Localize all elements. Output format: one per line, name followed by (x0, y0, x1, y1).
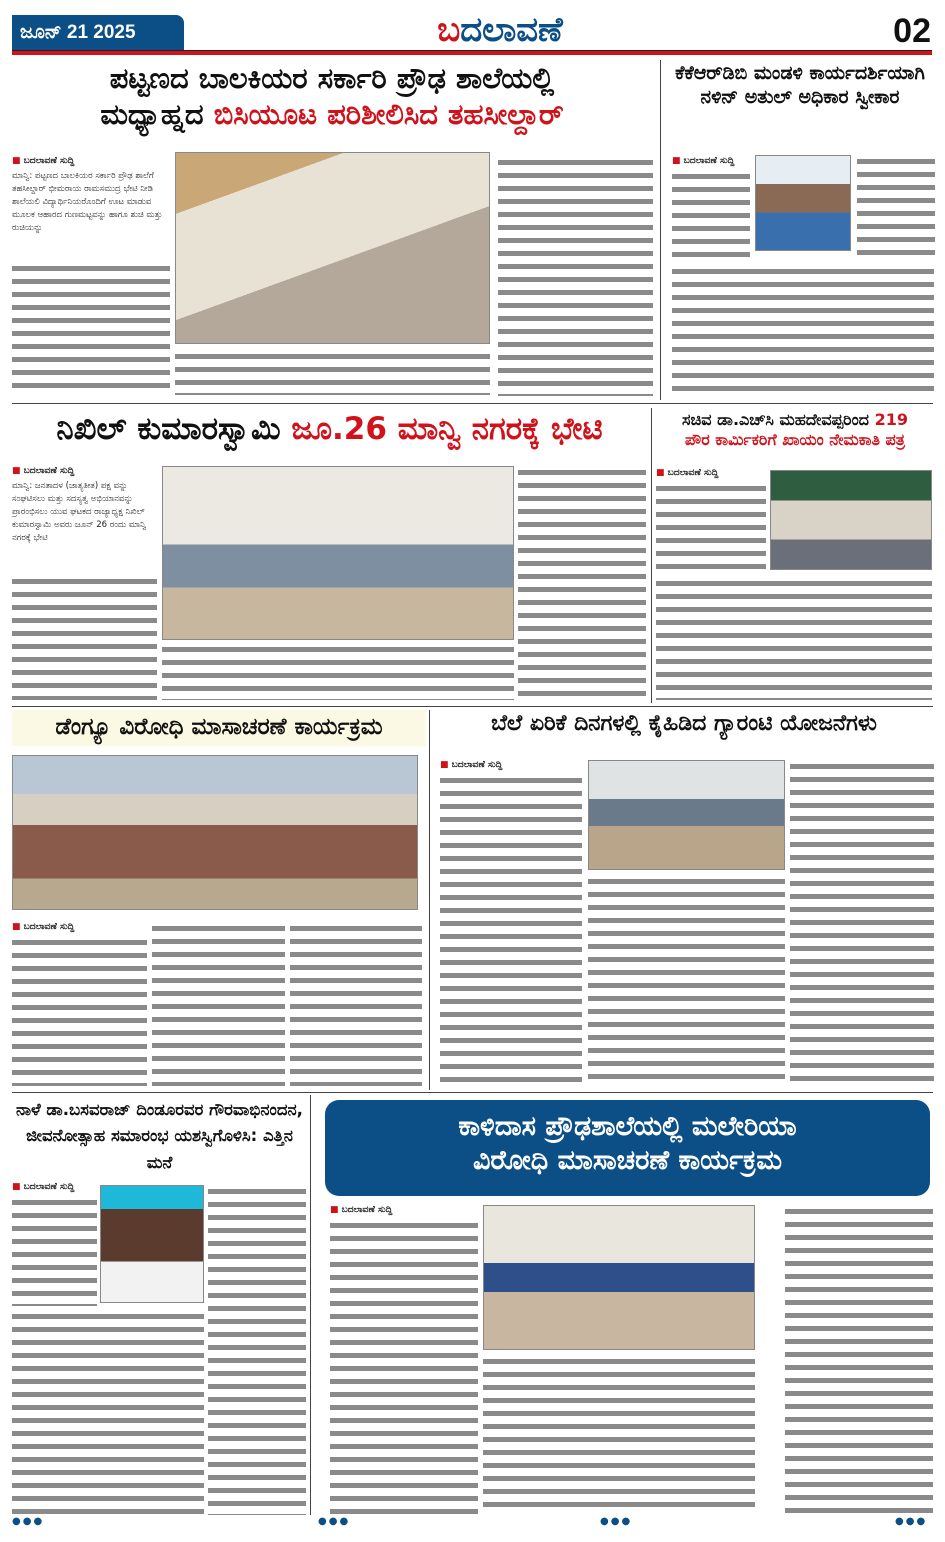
article-lead: ಮಾನ್ವಿ: ಜನತಾದಳ (ಜಾತ್ಯತೀತ) ಪಕ್ಷ ವನ್ನು ಸಂಘಟಿಸಲು ಮತ್ತು ಸದಸ್ಯತ್ವ ಅಭಿಯಾನವನ್ನು ಪ್ರಾರಂಭಿಸಲು ಯುವ ಘಟಕದ ರಾಜ್ಯಾಧ್ಯಕ್ಷ ನಿಖಿಲ್ ಕುಮಾರಸ್ವಾಮಿ ಅವರು ಜೂನ್ 26 ರಂದು ಮಾನ್ವಿ ನಗರಕ್ಕೆ ಭೇಟಿ (12, 481, 147, 543)
article-body (483, 1355, 755, 1515)
headline-a5: ಡೆಂಗ್ಯೂ ವಿರೋಧಿ ಮಾಸಾಚರಣೆ ಕಾರ್ಯಕ್ರಮ (12, 710, 426, 746)
date-tab: ಜೂನ್ 21 2025 (12, 15, 184, 51)
divider (651, 408, 652, 703)
article-photo (588, 760, 785, 870)
headline-line: ವಿರೋಧಿ ಮಾಸಾಚರಣೆ ಕಾರ್ಯಕ್ರಮ (472, 1144, 783, 1176)
headline-line: ಪೌರ ಕಾರ್ಮಿಕರಿಗೆ ಖಾಯಂ ನೇಮಕಾತಿ ಪತ್ರ (685, 430, 905, 449)
footer-dots: ●●● (318, 1516, 351, 1527)
byline: ■ ಬದಲಾವಣೆ ಸುದ್ದಿ (12, 922, 74, 932)
divider (310, 1095, 311, 1515)
byline: ■ ಬದಲಾವಣೆ ಸುದ್ದಿ (656, 468, 718, 478)
article-photo (770, 470, 932, 570)
headline-a6: ಬೆಲೆ ಏರಿಕೆ ದಿನಗಳಲ್ಲಿ ಕೈಹಿಡಿದ ಗ್ಯಾರಂಟಿ ಯೋಜನೆಗಳು (491, 711, 877, 736)
article-body (656, 482, 766, 572)
article-body (672, 265, 934, 395)
byline: ■ ಬದಲಾವಣೆ ಸುದ್ದಿ (12, 156, 74, 166)
article-body (12, 575, 157, 700)
headline-part: ಜೂ.26 ಮಾನ್ವಿ ನಗರಕ್ಕೆ ಭೇಟಿ (291, 411, 603, 447)
article-body (12, 1196, 97, 1306)
footer-dots: ●●● (12, 1516, 45, 1527)
divider (660, 60, 661, 400)
article-body (208, 1185, 306, 1515)
headline-a8 (325, 1100, 930, 1196)
article-body (518, 466, 646, 696)
article-photo (483, 1205, 755, 1350)
masthead-first: ಬ (437, 10, 461, 50)
headline-line: ಪಟ್ಟಣದ ಬಾಲಕಿಯರ ಸರ್ಕಾರಿ ಪ್ರೌಢ ಶಾಲೆಯಲ್ಲಿ (109, 61, 555, 95)
article-body (12, 1310, 204, 1515)
headline-part: ನಿಖಿಲ್ ಕುಮಾರಸ್ವಾಮಿ (56, 411, 292, 447)
article-body (330, 1219, 478, 1515)
headline-a2: ಕೆಕೆಆರ್‌ಡಿಬಿ ಮಂಡಳಿ ಕಾರ್ಯದರ್ಶಿಯಾಗಿ ನಳಿನ್ ಅತುಲ್ ಅಧಿಕಾರ ಸ್ವೀಕಾರ (675, 62, 925, 108)
footer-dots: ●●● (600, 1516, 633, 1527)
header-rule (12, 50, 932, 55)
article-body (588, 875, 785, 1086)
headline-part: ಸಚಿವ ಡಾ.ಎಚ್‌ಸಿ ಮಹದೇವಪ್ಪರಿಂದ (682, 410, 875, 429)
byline: ■ ಬದಲಾವಣೆ ಸುದ್ದಿ (12, 1182, 74, 1192)
article-photo (162, 466, 514, 640)
byline: ■ ಬದಲಾವಣೆ ಸುದ್ದಿ (330, 1205, 392, 1215)
headline-part: ಬಿಸಿಯೂಟ ಪರಿಶೀಲಿಸಿದ ತಹಸೀಲ್ದಾರ್ (213, 97, 564, 132)
masthead-rest: ದಲಾವಣೆ (460, 10, 563, 50)
headline-part: ಮಧ್ಯಾಹ್ನದ (100, 97, 214, 132)
article-body (790, 760, 934, 1086)
article-body (175, 350, 490, 395)
article-lead: ಮಾನ್ವಿ: ಪಟ್ಟಣದ ಬಾಲಕಿಯರ ಸರ್ಕಾರಿ ಪ್ರೌಢ ಶಾಲೆಗೆ ತಹಸೀಲ್ದಾರ್ ಭೀಮರಾಯ ರಾಮಸಮುದ್ರ ಭೇಟಿ ನೀಡಿ ಶಾಲೆಯಲಿ ವಿದ್ಯಾರ್ಥಿನಿಯರೊಂದಿಗೆ ಊಟ ಮಾಡುವ ಮೂಲಕ ಆಹಾರದ ಗುಣಮಟ್ಟವನ್ನು ಹಾಗೂ ಶುಚಿ ಮತ್ತು ರುಚಿಯನ್ನು (12, 171, 163, 233)
article-body (12, 936, 147, 1086)
article-body (785, 1205, 933, 1515)
article-body (498, 156, 653, 396)
article-body (656, 577, 932, 700)
divider (12, 1092, 933, 1093)
article-body (440, 774, 582, 1086)
headline-a7: ನಾಳೆ ಡಾ.ಬಸವರಾಜ್ ದಿಂಡೂರವರ ಗೌರವಾಭಿನಂದನ, ಜೀವನೋತ್ಸಾಹ ಸಮಾರಂಭ ಯಶಸ್ವಿಗೊಳಿಸಿ: ಎತ್ತಿನ ಮನೆ (16, 1100, 303, 1172)
headline-line: ಕಾಳಿದಾಸ ಪ್ರೌಢಶಾಲೆಯಲ್ಲಿ ಮಲೇರಿಯಾ (458, 1111, 797, 1142)
divider (429, 710, 430, 1090)
headline-line (656, 410, 934, 430)
article-body (857, 155, 935, 255)
headline-a3 (12, 410, 647, 449)
article-photo (175, 152, 490, 344)
byline: ■ ಬದಲಾವಣೆ ಸುದ್ದಿ (672, 156, 734, 166)
article-body (162, 643, 514, 700)
portrait-photo (755, 155, 851, 251)
article-body (290, 922, 422, 1086)
masthead (380, 10, 620, 50)
portrait-photo (100, 1185, 204, 1303)
byline: ■ ಬದಲಾವಣೆ ಸುದ್ದಿ (12, 466, 74, 476)
divider (12, 403, 933, 404)
article-photo (12, 755, 418, 910)
article-body (12, 262, 170, 392)
article-body (672, 170, 750, 260)
headline-line (12, 96, 652, 132)
headline-a4 (656, 410, 934, 450)
page-number: 02 (893, 12, 931, 50)
divider (12, 706, 933, 707)
headline-a1 (12, 60, 652, 133)
byline: ■ ಬದಲಾವಣೆ ಸುದ್ದಿ (440, 760, 502, 770)
article-body (152, 922, 285, 1086)
footer-dots: ●●● (895, 1516, 928, 1527)
headline-part: 219 (874, 410, 908, 429)
